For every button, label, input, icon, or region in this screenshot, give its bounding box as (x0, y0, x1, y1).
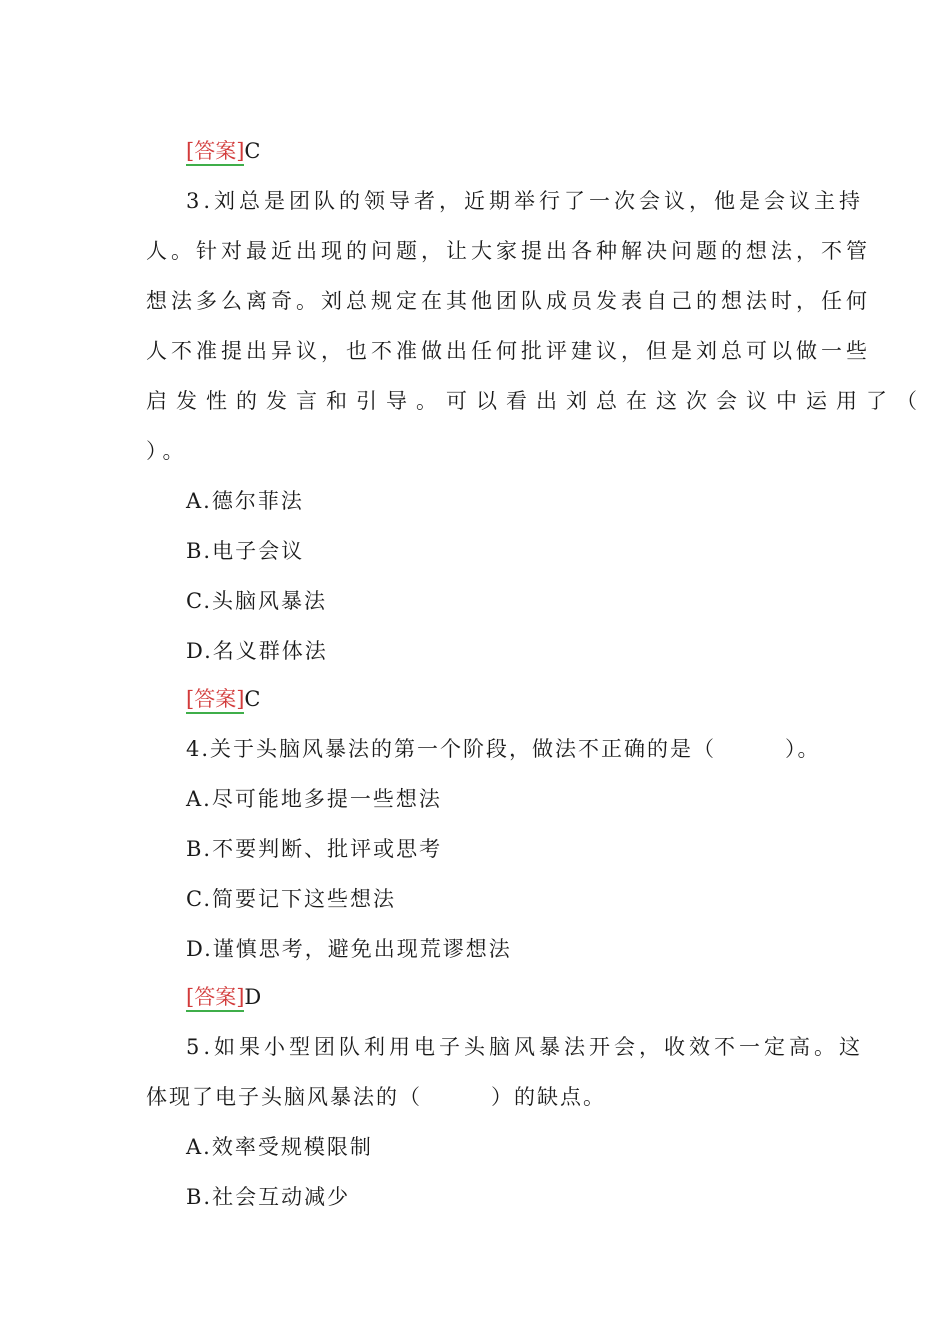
question-3-option-d: D.名义群体法 (186, 639, 328, 663)
question-3-option-b: B.电子会议 (186, 539, 305, 563)
question-4-option-c: C.简要记下这些想法 (186, 887, 396, 911)
question-3-option-c: C.头脑风暴法 (186, 589, 327, 613)
answer-line-q3 (186, 684, 260, 714)
question-3-stem-line-2: 人。针对最近出现的问题，让大家提出各种解决问题的想法，不管 (146, 239, 871, 263)
question-5-option-a: A.效率受规模限制 (186, 1135, 373, 1159)
answer-label: [答案] (186, 687, 244, 714)
answer-label: [答案] (186, 985, 244, 1012)
answer-line-q4 (186, 982, 261, 1012)
question-4-option-a: A.尽可能地多提一些想法 (186, 787, 442, 811)
question-5-stem-line-2: 体现了电子头脑风暴法的（ ）的缺点。 (146, 1085, 606, 1109)
question-4-option-d: D.谨慎思考，避免出现荒谬想法 (186, 937, 512, 961)
question-5-stem-line-1: 5.如果小型团队利用电子头脑风暴法开会，收效不一定高。这 (186, 1035, 865, 1059)
answer-value: D (244, 985, 262, 1009)
question-5-option-b: B.社会互动减少 (186, 1185, 351, 1209)
answer-label: [答案] (186, 139, 244, 166)
question-3-stem-line-1: 3.刘总是团队的领导者，近期举行了一次会议，他是会议主持 (186, 189, 865, 213)
answer-value: C (244, 139, 261, 163)
answer-value: C (244, 687, 261, 711)
question-3-stem-line-3: 想法多么离奇。刘总规定在其他团队成员发表自己的想法时，任何 (146, 289, 871, 313)
question-3-stem-line-5: 启发性的发言和引导。可以看出刘总在这次会议中运用了（ (146, 389, 926, 413)
question-3-stem-line-6: ）。 (146, 439, 190, 463)
question-3-option-a: A.德尔菲法 (186, 489, 304, 513)
question-4-option-b: B.不要判断、批评或思考 (186, 837, 443, 861)
answer-line-q2 (186, 136, 260, 166)
question-4-stem: 4.关于头脑风暴法的第一个阶段，做法不正确的是（ ）。 (186, 737, 821, 761)
question-3-stem-line-4: 人不准提出异议，也不准做出任何批评建议，但是刘总可以做一些 (146, 339, 871, 363)
